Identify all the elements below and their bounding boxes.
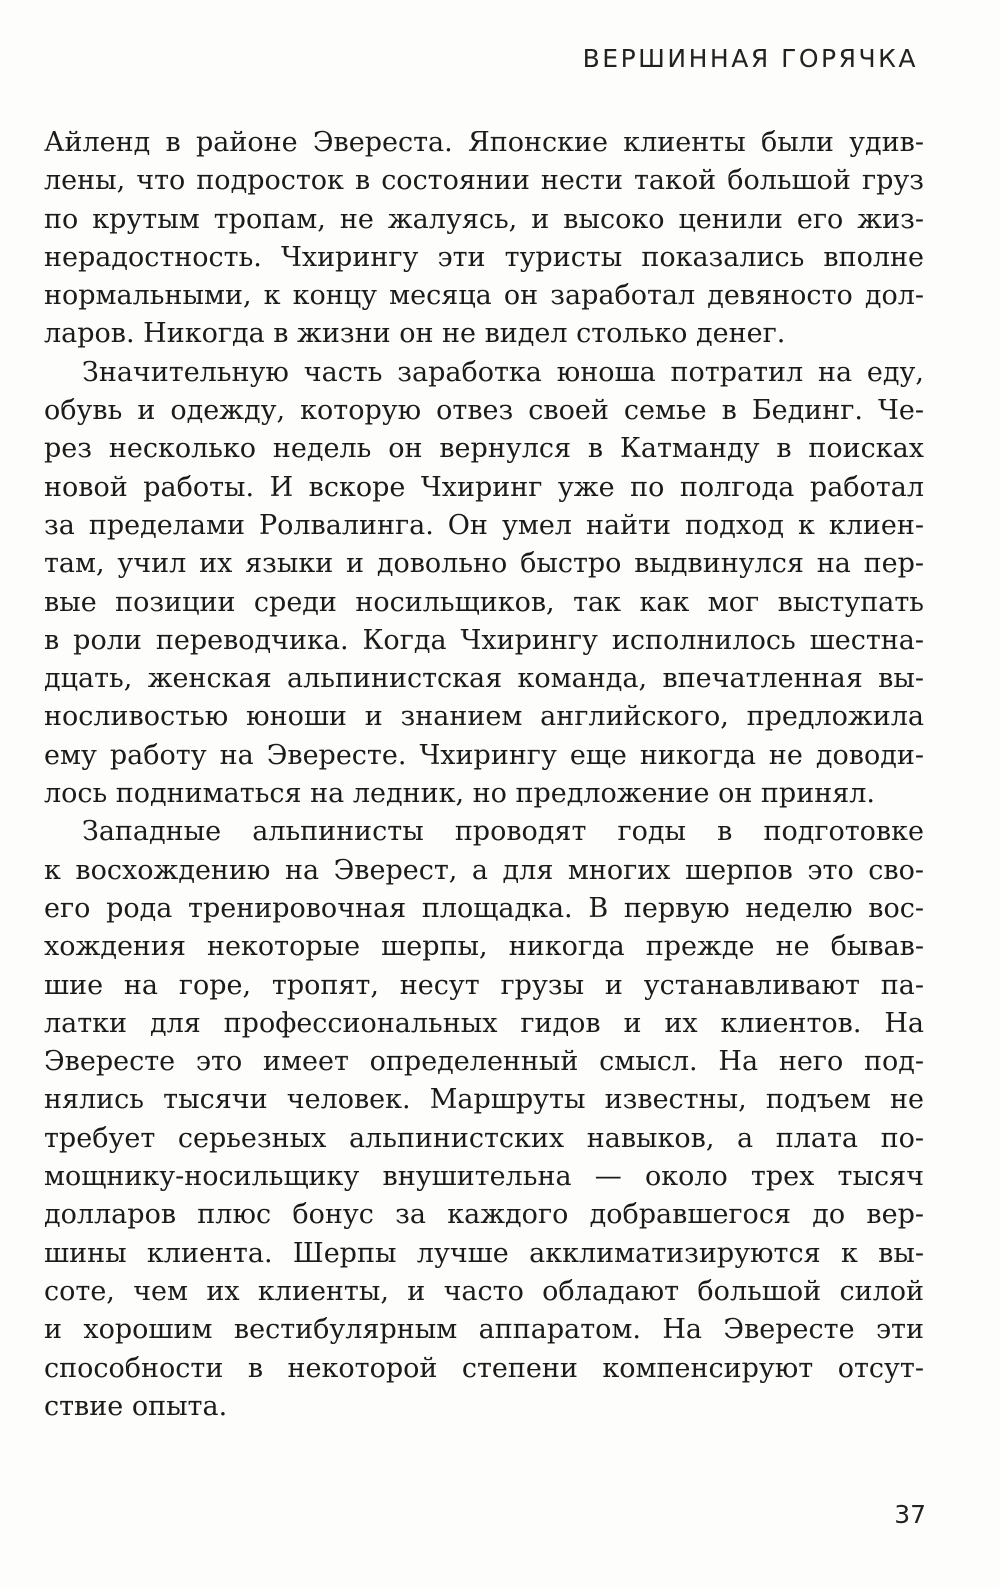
text-line: требует серьезных альпинистских навыков, а плата по- <box>44 1122 924 1154</box>
text-line: соте, чем их клиенты, и часто обладают большой силой <box>44 1275 924 1307</box>
text-line: Эвересте это имеет определенный смысл. На него под- <box>44 1046 924 1078</box>
text-line: Айленд в районе Эвереста. Японские клиенты были удив- <box>44 127 924 158</box>
text-line: нерадостность. Чхирингу эти туристы показались вполне <box>44 241 924 273</box>
running-header: ВЕРШИННАЯ ГОРЯЧКА <box>582 44 918 73</box>
text-line: новой работы. И вскоре Чхиринг уже по полгода работал <box>44 471 924 503</box>
paragraph-3 <box>44 813 924 1426</box>
text-line: к восхождению на Эверест, а для многих шерпов это сво- <box>44 854 924 886</box>
text-line: вые позиции среди носильщиков, так как мог выступать <box>44 586 924 618</box>
paragraph-2 <box>44 354 924 814</box>
text-line: долларов плюс бонус за каждого добравшегося до вер- <box>44 1199 924 1231</box>
text-line: его рода тренировочная площадка. В первую неделю вос- <box>44 892 924 924</box>
text-line: нормальными, к концу месяца он заработал девяносто дол- <box>44 280 924 312</box>
text-line: за пределами Ролвалинга. Он умел найти подход к клиен- <box>44 509 924 541</box>
text-line: ствие опыта. <box>44 1390 228 1422</box>
text-line: латки для профессиональных гидов и их клиентов. На <box>44 1007 924 1039</box>
text-line: там, учил их языки и довольно быстро выдвинулся на пер- <box>44 548 924 580</box>
text-line: обувь и одежду, которую отвез своей семье в Бединг. Че- <box>44 395 924 427</box>
text-line: и хорошим вестибулярным аппаратом. На Эвересте эти <box>44 1314 924 1346</box>
text-line: Значительную часть заработка юноша потратил на еду, <box>82 356 924 388</box>
text-line: способности в некоторой степени компенсируют отсут- <box>44 1352 924 1384</box>
text-line: мощнику-носильщику внушительна — около трех тысяч <box>44 1161 924 1193</box>
page-number: 37 <box>894 1500 926 1529</box>
text-line: по крутым тропам, не жалуясь, и высоко ценили его жиз- <box>44 203 924 235</box>
text-line: лось подниматься на ледник, но предложение он принял. <box>44 778 875 810</box>
text-line: шие на горе, тропят, несут грузы и устанавливают па- <box>44 969 924 1001</box>
paragraph-1 <box>44 124 924 354</box>
text-line: хождения некоторые шерпы, никогда прежде не бывав- <box>44 931 924 963</box>
text-line: Западные альпинисты проводят годы в подготовке <box>82 816 924 848</box>
text-line: рез несколько недель он вернулся в Катманду в поисках <box>44 433 924 465</box>
text-line: дцать, женская альпинистская команда, впечатленная вы- <box>44 663 924 695</box>
text-line: ларов. Никогда в жизни он не видел столько денег. <box>44 318 786 350</box>
text-line: носливостью юноши и знанием английского, предложила <box>44 701 924 733</box>
text-line: нялись тысячи человек. Маршруты известны, подъем не <box>44 1084 924 1116</box>
text-line: в роли переводчика. Когда Чхирингу исполнилось шестна- <box>44 624 924 656</box>
text-line: шины клиента. Шерпы лучше акклиматизируются к вы- <box>44 1237 924 1269</box>
text-line: лены, что подросток в состоянии нести такой большой груз <box>44 165 924 197</box>
body-text <box>44 124 924 1426</box>
text-line: ему работу на Эвересте. Чхирингу еще никогда не доводи- <box>44 739 924 771</box>
